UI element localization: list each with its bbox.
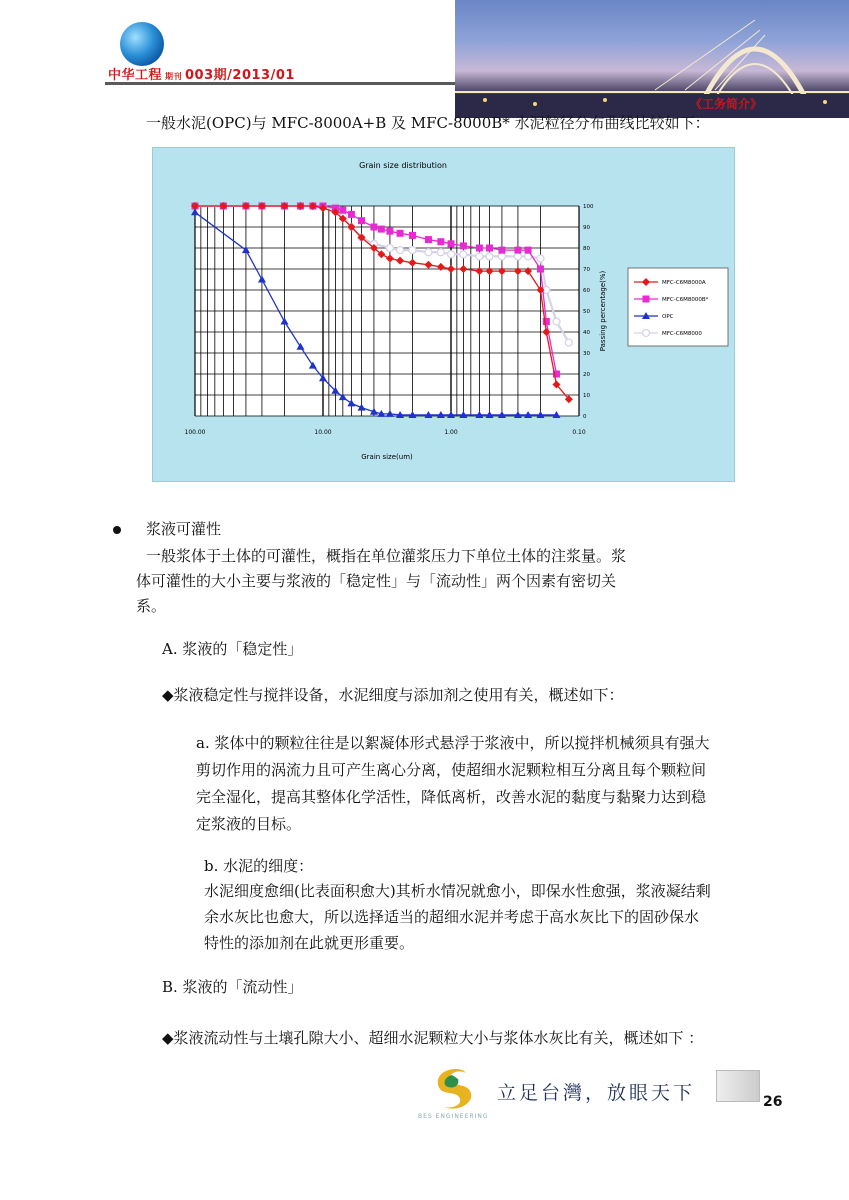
legend-label: MFC-C6M8000B* [662, 297, 709, 303]
data-point [565, 339, 572, 346]
section-line-2: 体可灌性的大小主要与浆液的「稳定性」与「流动性」两个因素有密切关 [136, 572, 617, 590]
journal-name: 中华工程 [108, 68, 163, 83]
page-number: 26 [763, 1094, 783, 1110]
data-point [643, 330, 650, 337]
data-point [514, 247, 521, 254]
subsection-a-bullet: ◆浆液稳定性与搅拌设备，水泥细度与添加剂之使用有关，概述如下： [162, 686, 624, 704]
data-point [537, 255, 544, 262]
data-point [358, 217, 365, 224]
data-point [339, 207, 346, 214]
legend-label: MFC-C6M8000 [662, 331, 702, 337]
item-b-line-2: 余水灰比也愈大，所以选择适当的超细水泥并考虑于高水灰比下的固砂保水 [204, 908, 700, 926]
globe-logo-icon [120, 22, 164, 66]
data-point [460, 242, 467, 249]
data-point [476, 253, 483, 260]
data-point [486, 245, 493, 252]
chart-legend [628, 268, 728, 346]
intro-paragraph: 一般水泥(OPC)与 MFC-8000A+B 及 MFC-8000B* 水泥粒径分布曲线比较如下： [146, 114, 710, 132]
data-point [514, 253, 521, 260]
data-point [498, 253, 505, 260]
data-point [437, 238, 444, 245]
section-bullet-icon [113, 526, 121, 534]
data-point [460, 251, 467, 258]
data-point [409, 247, 416, 254]
header-bridge-photo [455, 0, 849, 118]
y-tick-label: 90 [583, 225, 590, 231]
chart-svg [153, 148, 736, 483]
data-point [425, 236, 432, 243]
data-point [525, 247, 532, 254]
data-point [425, 249, 432, 256]
data-point [397, 230, 404, 237]
data-point [643, 296, 650, 303]
data-point [397, 247, 404, 254]
item-b-title: b. 水泥的细度： [204, 857, 314, 875]
item-a-line-3: 完全湿化，提高其整体化学活性，降低离析，改善水泥的黏度与黏聚力达到稳 [196, 788, 707, 806]
x-tick-label: 0.10 [572, 429, 586, 436]
data-point [386, 228, 393, 235]
issue-number: 003期/2013/01 [185, 68, 295, 83]
grain-size-chart [152, 147, 735, 482]
y-tick-label: 70 [583, 267, 590, 273]
data-point [448, 240, 455, 247]
subsection-b-heading: B. 浆液的「流动性」 [162, 978, 303, 996]
y-tick-label: 30 [583, 351, 590, 357]
chart-title: Grain size distribution [359, 161, 447, 170]
company-logo-icon [430, 1065, 482, 1111]
section-heading: 浆液可灌性 [146, 520, 222, 538]
subsection-b-bullet: ◆浆液流动性与土壤孔隙大小、超细水泥颗粒大小与浆体水灰比有关，概述如下 ： [162, 1029, 704, 1047]
data-point [386, 245, 393, 252]
section-line-3: 系。 [136, 597, 167, 615]
y-tick-label: 0 [583, 414, 587, 420]
bridge-illustration [455, 0, 849, 118]
legend-item [634, 296, 709, 304]
legend-label: OPC [662, 314, 674, 320]
y-tick-label: 60 [583, 288, 590, 294]
data-point [378, 226, 385, 233]
subsection-a-heading: A. 浆液的「稳定性」 [162, 640, 303, 658]
x-axis-label: Grain size(um) [361, 453, 413, 461]
y-tick-label: 10 [583, 393, 590, 399]
item-a-line-1: a. 浆体中的颗粒往往是以絮凝体形式悬浮于浆液中，所以搅拌机械须具有强大 [196, 734, 710, 752]
data-point [498, 247, 505, 254]
y-tick-label: 100 [583, 204, 594, 210]
data-point [437, 249, 444, 256]
data-point [537, 266, 544, 273]
data-point [370, 224, 377, 231]
data-point [553, 318, 560, 325]
data-point [486, 253, 493, 260]
journal-title [108, 64, 295, 83]
section-line-1: 一般浆体于土体的可灌性，概指在单位灌浆压力下单位土体的注浆量。浆 [146, 547, 627, 565]
x-tick-label: 100.00 [184, 429, 206, 436]
data-point [448, 251, 455, 258]
y-tick-label: 80 [583, 246, 590, 252]
y-tick-label: 20 [583, 372, 590, 378]
legend-item [634, 330, 702, 338]
data-point [348, 211, 355, 218]
item-b-line-3: 特性的添加剂在此就更形重要。 [204, 934, 415, 952]
item-a-line-4: 定浆液的目标。 [196, 815, 302, 833]
footer-slogan: 立足台灣，放眼天下 [497, 1082, 696, 1104]
legend-label: MFC-C6M8000A [662, 280, 706, 286]
item-b-line-1: 水泥细度愈细(比表面积愈大)其析水情况就愈小，即保水性愈强，浆液凝结剩 [204, 882, 711, 900]
footer-decoration [716, 1070, 760, 1102]
section-tag: 《工务简介》 [690, 97, 763, 111]
data-point [476, 245, 483, 252]
x-tick-label: 1.00 [444, 429, 458, 436]
company-name: BES ENGINEERING [418, 1113, 489, 1120]
y-tick-label: 50 [583, 309, 590, 315]
y-axis-label: Passing percentage(%) [599, 270, 607, 352]
y-tick-label: 40 [583, 330, 590, 336]
data-point [409, 232, 416, 239]
x-tick-label: 10.00 [314, 429, 332, 436]
item-a-line-2: 剪切作用的涡流力且可产生离心分离，使超细水泥颗粒相互分离且每个颗粒间 [196, 761, 707, 779]
issue-label: 期刊 [165, 72, 183, 81]
